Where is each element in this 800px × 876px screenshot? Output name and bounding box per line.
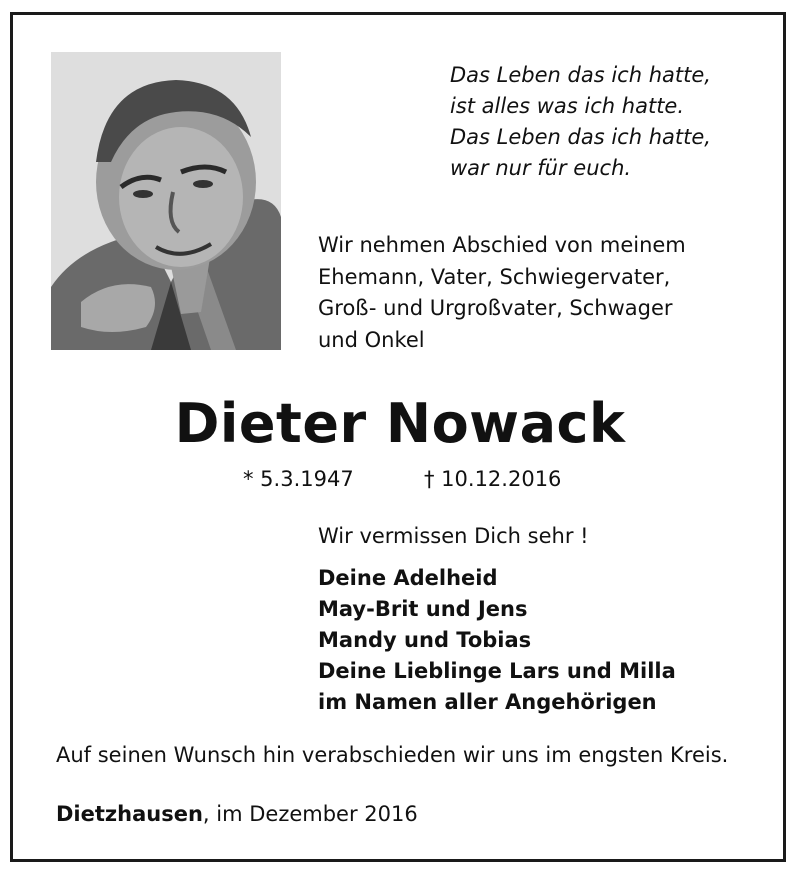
funeral-wish: Auf seinen Wunsch hin verabschieden wir uns im engsten Kreis. bbox=[56, 743, 729, 767]
place-date bbox=[56, 802, 418, 826]
family-line: Deine Lieblinge Lars und Milla bbox=[318, 659, 676, 683]
farewell-line: Groß- und Urgroßvater, Schwager bbox=[318, 296, 673, 320]
portrait-image bbox=[51, 52, 281, 350]
place-date-suffix: , im Dezember 2016 bbox=[202, 802, 418, 826]
poem-line: Das Leben das ich hatte, bbox=[450, 125, 711, 149]
place-name: Dietzhausen bbox=[56, 802, 203, 826]
poem bbox=[450, 60, 711, 184]
family-line: Mandy und Tobias bbox=[318, 628, 532, 652]
family-line: May-Brit und Jens bbox=[318, 597, 528, 621]
family-line: im Namen aller Angehörigen bbox=[318, 690, 657, 714]
family-line: Deine Adelheid bbox=[318, 566, 498, 590]
farewell-text bbox=[318, 230, 686, 356]
birth-date: * 5.3.1947 bbox=[243, 467, 354, 491]
farewell-line: und Onkel bbox=[318, 327, 425, 352]
poem-line: war nur für euch. bbox=[450, 156, 632, 180]
portrait-photo bbox=[51, 52, 281, 350]
death-date: † 10.12.2016 bbox=[424, 467, 562, 491]
deceased-name: Dieter Nowack bbox=[174, 392, 626, 455]
poem-line: Das Leben das ich hatte, bbox=[450, 63, 711, 87]
miss-text: Wir vermissen Dich sehr ! bbox=[318, 524, 589, 548]
family-list bbox=[318, 563, 676, 718]
poem-line: ist alles was ich hatte. bbox=[450, 94, 685, 118]
farewell-line: Ehemann, Vater, Schwiegervater, bbox=[318, 264, 671, 289]
farewell-line: Wir nehmen Abschied von meinem bbox=[318, 233, 686, 257]
